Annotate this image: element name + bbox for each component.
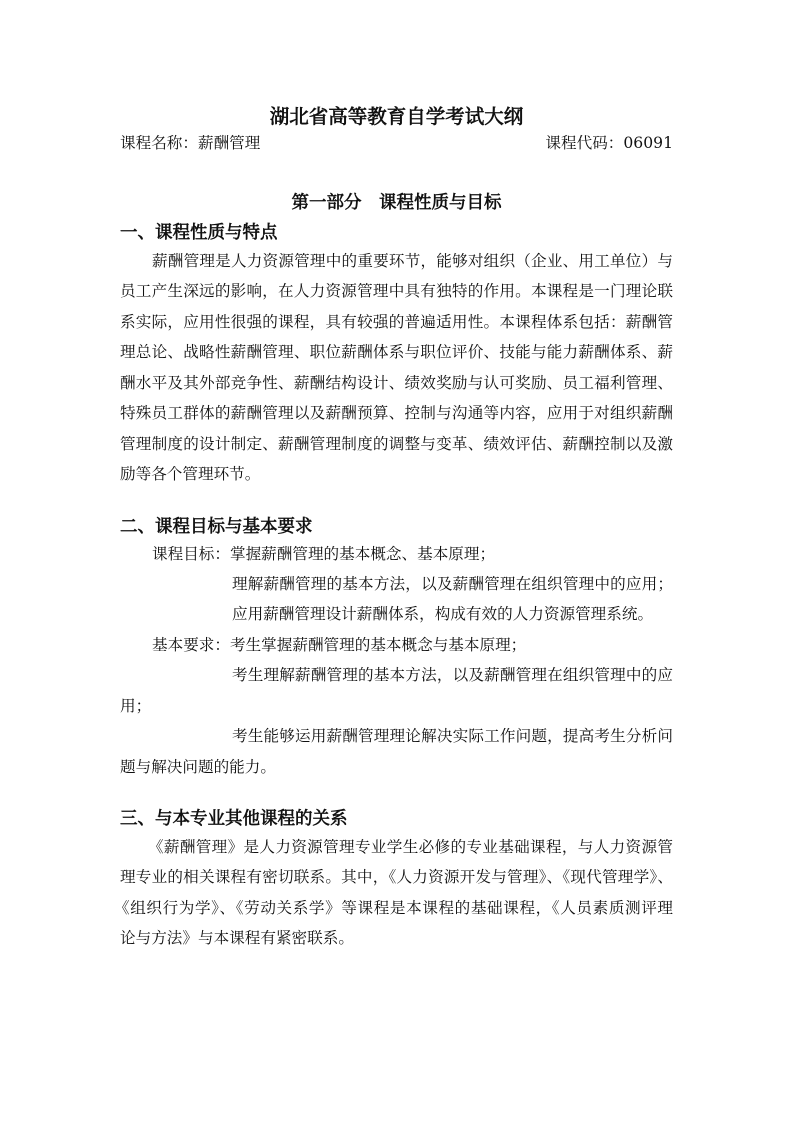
course-code: 课程代码：06091 xyxy=(545,134,673,152)
paragraph-line: 励等各个管理环节。 xyxy=(120,465,261,483)
paragraph-line: 论与方法》与本课程有紧密联系。 xyxy=(120,929,354,947)
requirement-line: 题与解决问题的能力。 xyxy=(120,758,276,776)
section-heading-3: 三、与本专业其他课程的关系 xyxy=(120,809,348,829)
section-heading-1: 一、课程性质与特点 xyxy=(120,223,278,243)
goal-line: 应用薪酬管理设计薪酬体系，构成有效的人力资源管理系统。 xyxy=(232,605,654,623)
requirement-line: 考生理解薪酬管理的基本方法，以及薪酬管理在组织管理中的应 xyxy=(232,666,673,684)
section-heading-2: 二、课程目标与基本要求 xyxy=(120,517,313,537)
document-title: 湖北省高等教育自学考试大纲 xyxy=(269,105,524,128)
paragraph-line: 管理制度的设计制定、薪酬管理制度的调整与变革、绩效评估、薪酬控制以及激 xyxy=(120,435,673,453)
requirement-line: 用； xyxy=(120,697,152,715)
paragraph-line: 理总论、战略性薪酬管理、职位薪酬体系与职位评价、技能与能力薪酬体系、薪 xyxy=(120,343,673,361)
course-name: 课程名称：薪酬管理 xyxy=(120,134,261,152)
requirement-line: 考生能够运用薪酬管理理论解决实际工作问题，提高考生分析问 xyxy=(232,727,673,745)
requirement-line: 基本要求：考生掌握薪酬管理的基本概念与基本原理； xyxy=(152,636,527,654)
paragraph-line: 酬水平及其外部竞争性、薪酬结构设计、绩效奖励与认可奖励、员工福利管理、 xyxy=(120,374,673,392)
goal-line: 理解薪酬管理的基本方法，以及薪酬管理在组织管理中的应用； xyxy=(232,575,673,593)
goal-line: 课程目标：掌握薪酬管理的基本概念、基本原理； xyxy=(152,545,496,563)
paragraph-line: 系实际，应用性很强的课程，具有较强的普遍适用性。本课程体系包括：薪酬管 xyxy=(120,313,673,331)
part-title: 第一部分 课程性质与目标 xyxy=(291,193,502,213)
paragraph-line: 员工产生深远的影响，在人力资源管理中具有独特的作用。本课程是一门理论联 xyxy=(120,282,673,300)
paragraph-line: 理专业的相关课程有密切联系。其中，《人力资源开发与管理》、《现代管理学》、 xyxy=(120,868,673,886)
paragraph-line: 薪酬管理是人力资源管理中的重要环节，能够对组织（企业、用工单位）与 xyxy=(152,252,673,270)
paragraph-line: 《组织行为学》、《劳动关系学》等课程是本课程的基础课程，《人员素质测评理 xyxy=(114,899,673,917)
paragraph-line: 特殊员工群体的薪酬管理以及薪酬预算、控制与沟通等内容，应用于对组织薪酬 xyxy=(120,404,673,422)
paragraph-line: 《薪酬管理》是人力资源管理专业学生必修的专业基础课程，与人力资源管 xyxy=(148,838,673,856)
